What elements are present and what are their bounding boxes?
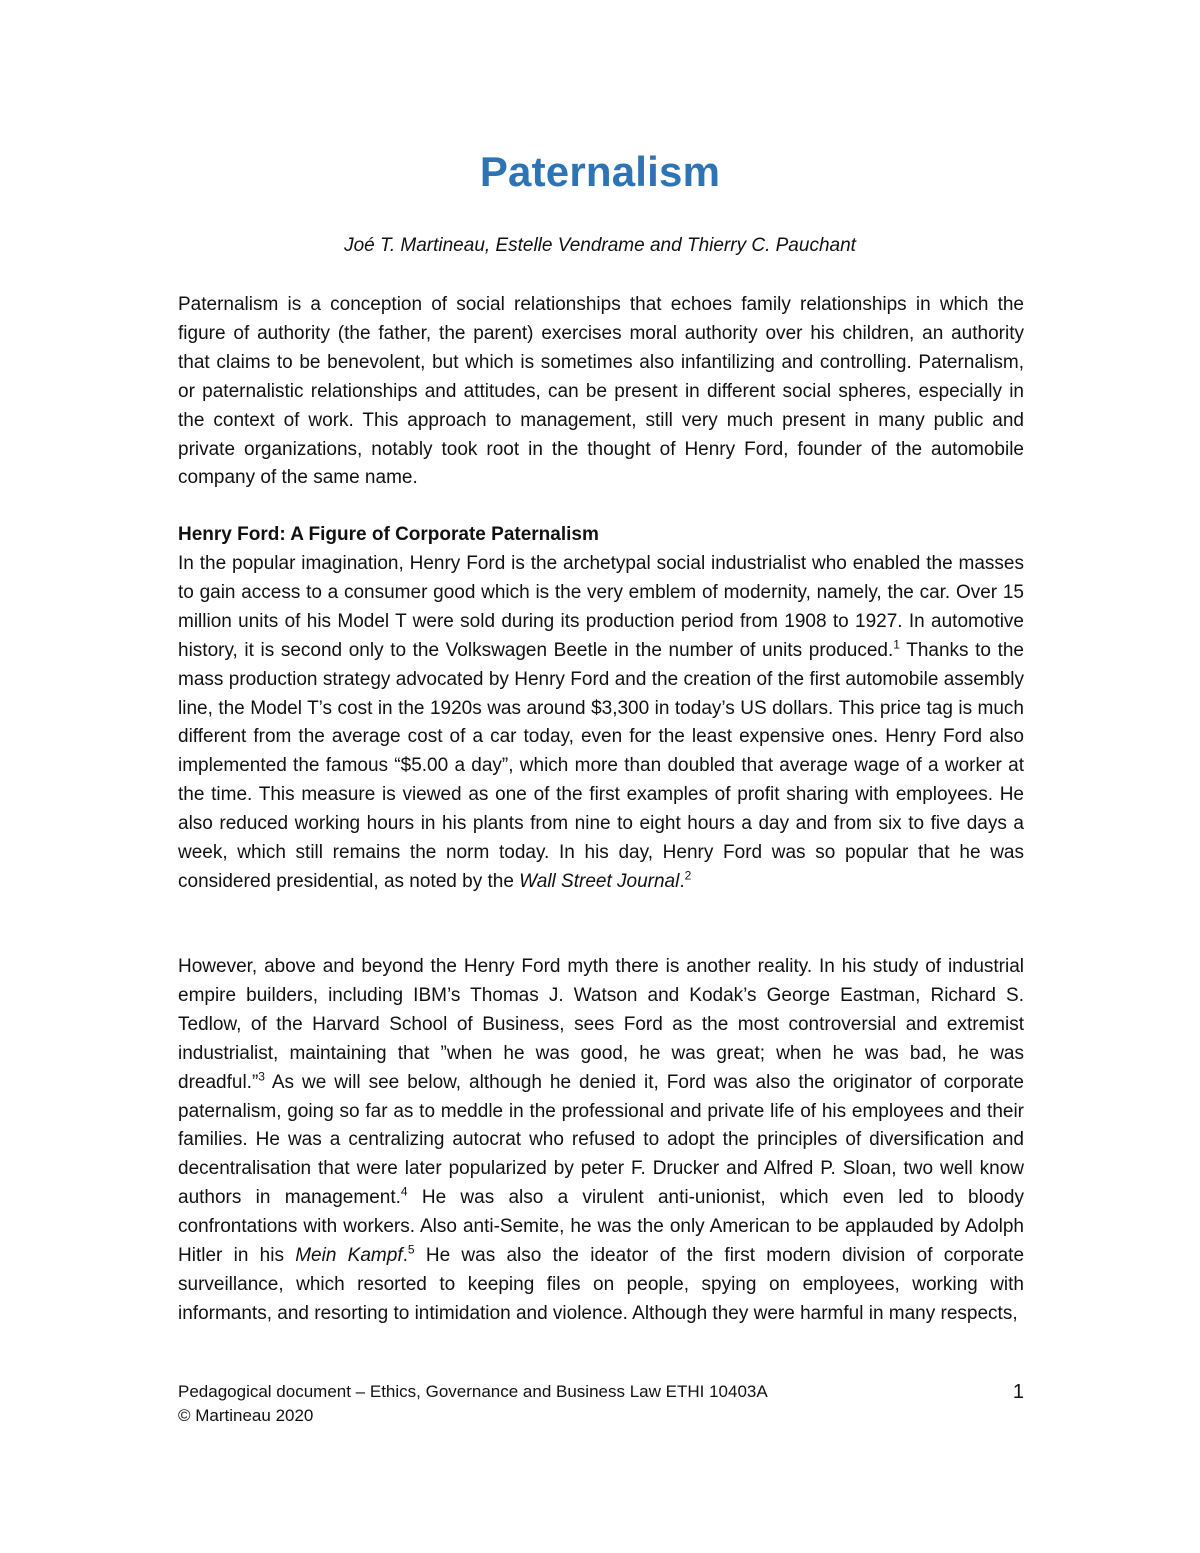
paragraph-text: However, above and beyond the Henry Ford myth there is another reality. In his study of industrial empire builders, including IBM’s Thomas J. Watson and Kodak’s George Eastman, Richard S. Tedlow, of the Harvard School of Business, sees Ford as the most controversial and extremist industrialist, maintaining that ”when he was good, he was great; when he was bad, he was dreadful.” [178, 956, 1024, 1093]
section-heading: Henry Ford: A Figure of Corporate Paternalism [178, 524, 599, 545]
page-number: 1 [1012, 1381, 1024, 1403]
footnote-ref-1: 1 [893, 637, 900, 652]
paragraph-text: Thanks to the mass production strategy advocated by Henry Ford and the creation of the first automobile assembly line, the Model T’s cost in the 1920s was around $3,300 in today’s US dollars. This price tag is much different from the average cost of a car today, even for the least expensive ones. Henry Ford also implemented the famous “$5.00 a day”, which more than doubled that average wage of a worker at the time. This measure is viewed as one of the first examples of profit sharing with employees. He also reduced working hours in his plants from nine to eight hours a day and from six to five days a week, which still remains the norm today. In his day, Henry Ford was so popular that he was considered presidential, as noted by the [178, 639, 1024, 892]
page-title: Paternalism [479, 148, 721, 195]
intro-paragraph: Paternalism is a conception of social relationships that echoes family relationships in which the figure of authority (the father, the parent) exercises moral authority over his children, an authority that claims to be benevolent, but which is sometimes also infantilizing and controlling. Paternalism, or paternalistic relationships and attitudes, can be present in different social spheres, especially in the context of work. This approach to management, still very much present in many public and private organizations, notably took root in the thought of Henry Ford, founder of the automobile company of the same name. [178, 294, 1024, 489]
footnote-ref-2: 2 [684, 868, 692, 883]
italic-title: Wall Street Journal [519, 870, 680, 892]
footer-copyright-line: © Martineau 2020 [178, 1406, 314, 1425]
paragraph-text: . [679, 870, 685, 892]
paragraph-text: In the popular imagination, Henry Ford is the archetypal social industrialist who enabled the masses to gain access to a consumer good which is the very emblem of modernity, namely, the car. Over 15 million units of his Model T were sold during its production period from 1908 to 1927. In automotive history, it is second only to the Volkswagen Beetle in the number of units produced. [178, 553, 1024, 661]
paragraph-text: He was also the ideator of the first modern division of corporate surveillance, which resorted to keeping files on people, spying on employees, working with informants, and resorting to intimidation and violence. Although they were harmful in many respects, [178, 1245, 1025, 1324]
footer-course-line: Pedagogical document – Ethics, Governance and Business Law ETHI 10403A [178, 1382, 768, 1401]
paragraph-text: . [402, 1245, 408, 1267]
authors-line: Joé T. Martineau, Estelle Vendrame and Thierry C. Pauchant [344, 235, 856, 256]
paragraph-text: As we will see below, although he denied it, Ford was also the originator of corporate paternalism, going so far as to meddle in the professional and private life of his employees and their families. He was a centralizing autocrat who refused to adopt the principles of diversification and decentralisation that were later popularized by peter F. Drucker and Alfred P. Sloan, two well know authors in management. [178, 1071, 1024, 1209]
footnote-ref-5: 5 [407, 1242, 415, 1257]
footnote-ref-4: 4 [400, 1184, 408, 1199]
paragraph-text: He was also a virulent anti-unionist, which even led to bloody confrontations with workers. Also anti-Semite, he was the only American to be applauded by Adolph Hitler in his [178, 1187, 1024, 1267]
page-footer [178, 1380, 1024, 1428]
henry-ford-paragraph [178, 550, 1024, 897]
italic-title: Mein Kampf [295, 1245, 403, 1267]
myth-reality-paragraph [178, 953, 1024, 1329]
footnote-ref-3: 3 [258, 1069, 265, 1084]
